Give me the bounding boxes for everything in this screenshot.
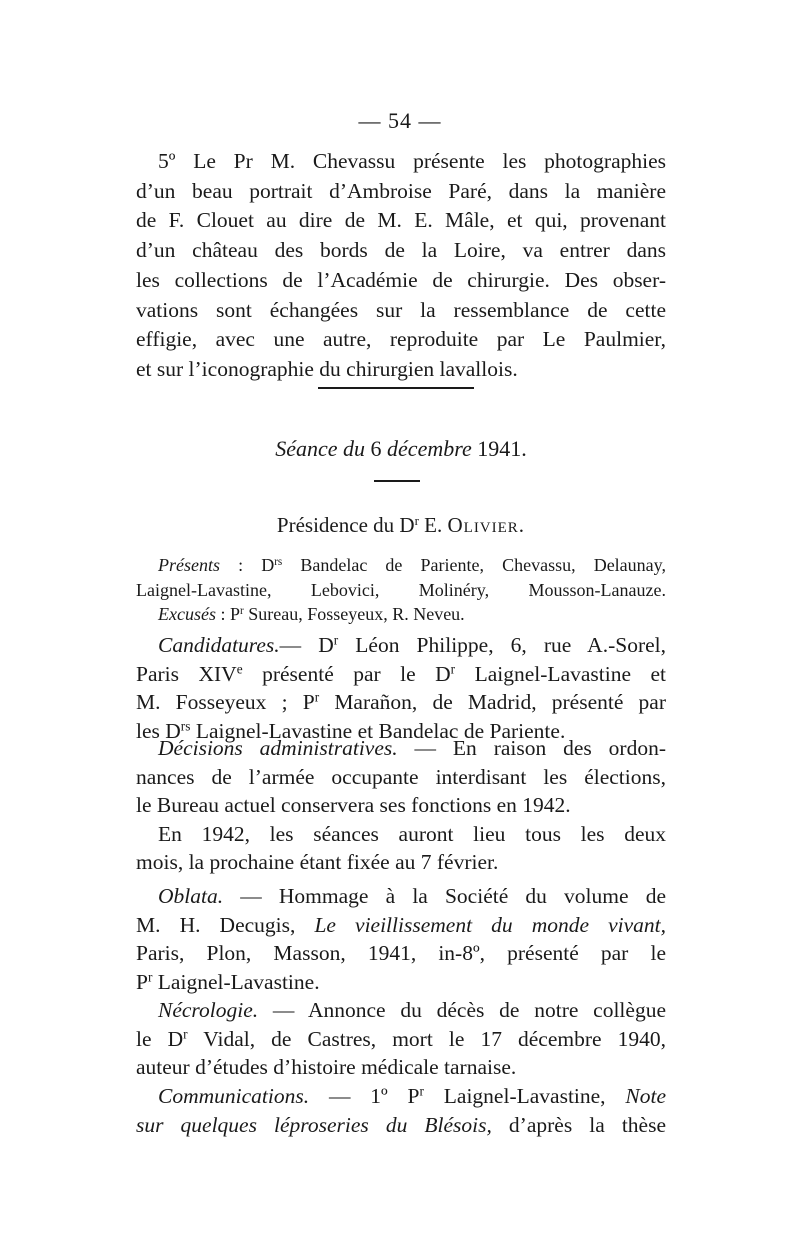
text: présenté par le D [242,661,451,686]
text-line [136,968,666,997]
text-line: auteur d’études d’histoire médicale tarnaise. [136,1055,517,1079]
text: Laignel-Lavastine et [455,661,667,686]
text-line: les collections de l’Académie de chirurgie. Des obser- [136,267,666,292]
text-line: Paris, Plon, Masson, 1941, in-8º, présenté par le [136,941,666,965]
superscript: r [450,661,456,677]
superscript: r [414,512,419,528]
title-fragment: Note [625,1084,667,1108]
text-line [136,631,666,660]
text: le D [136,1026,184,1051]
seance-month: décembre [387,436,472,461]
superscript: r [240,604,244,617]
seance-title [136,436,666,462]
text: M. Fosseyeux ; P [136,690,315,714]
text: — Annonce du décès de notre collègue [258,998,666,1022]
text-line: le Bureau actuel conservera ses fonctions en 1942. [136,793,571,817]
text: Marañon, de Madrid, présenté par [319,690,667,714]
text: — 1º P [309,1084,420,1108]
text-line [136,734,666,763]
text: — D [279,633,334,657]
title-fragment: sur quelques léproseries du Blésois, [136,1112,492,1137]
oblata-label: Oblata. [158,884,224,908]
candidatures-paragraph [136,631,666,745]
seance-day: 6 [370,436,382,461]
text: les D [136,718,181,743]
short-divider [374,480,420,482]
superscript: r [419,1083,424,1099]
superscript: r [333,632,339,648]
superscript: r [314,689,320,705]
text: : D [220,555,275,575]
excuses-label: Excusés [158,604,216,624]
section-divider [318,387,474,389]
decisions-label: Décisions administratives. [158,736,398,760]
text-line [136,1025,666,1054]
text-line [136,911,666,940]
superscript: r [183,1026,188,1042]
superscript: r [147,969,153,985]
necrologie-label: Nécrologie. [158,998,259,1022]
necrologie-paragraph [136,996,666,1082]
communications-label: Communications. [158,1084,310,1108]
text: Laignel-Lavastine, [423,1084,626,1108]
paragraph-chevassu [136,147,666,385]
text-line: mois, la prochaine étant fixée au 7 février. [136,850,499,874]
seance-year: 1941. [477,436,527,461]
text: : P [215,604,240,624]
text-line: vations sont échangées sur la ressemblance de cette [136,297,666,322]
text: Laignel-Lavastine et Bandelac de Pariente. [190,718,566,743]
presents-line [136,553,666,578]
presidence-line [136,513,666,538]
candidatures-label: Candidatures. [158,633,280,657]
text-line [136,660,666,689]
book-title: Le vieillissement du monde vivant, [314,912,666,937]
text: Vidal, de Castres, mort le 17 décembre 1940, [187,1026,666,1051]
text: Laignel-Lavastine. [152,969,320,994]
text-line [136,1111,666,1140]
text-line: d’un beau portrait d’Ambroise Paré, dans la manière [136,178,666,203]
decisions-paragraph [136,734,666,877]
excuses-line [136,602,666,627]
text: Sureau, Fosseyeux, R. Neveu. [243,604,465,624]
text: — Hommage à la Société du volume de [223,884,666,908]
text: Bandelac de Pariente, Chevassu, Delaunay, [282,555,666,575]
text-line: d’un château des bords de la Loire, va entrer dans [136,238,666,263]
text-line [136,996,666,1025]
oblata-paragraph [136,882,666,996]
text-line [136,688,666,717]
text-line: de F. Clouet au dire de M. E. Mâle, et qui, provenant [136,208,666,233]
presidence-prefix: Présidence du D [276,513,415,537]
communications-paragraph [136,1082,666,1139]
president-name: Olivier. [447,513,526,537]
text-line: 5º Le Pr M. Chevassu présente les photographies [158,149,666,173]
text: — En raison des ordon- [397,736,666,760]
text: M. H. Decugis, [136,912,315,937]
text: Paris XIV [136,661,237,686]
page-number: — 54 — [358,108,442,133]
text: d’après la thèse [491,1112,666,1137]
text-line: nances de l’armée occupante interdisant les élections, [136,764,666,789]
superscript: rs [274,555,283,568]
seance-title-part: Séance du [275,436,366,461]
presents-line-2: Laignel-Lavastine, Lebovici, Molinéry, Mousson-Lanauze. [136,579,666,600]
superscript: rs [180,718,191,734]
president-initial: E. [424,513,443,537]
superscript: e [236,661,243,677]
text: Léon Philippe, 6, rue A.-Sorel, [338,633,667,657]
presents-label: Présents [158,555,220,575]
text-line: effigie, avec une autre, reproduite par Le Paulmier, [136,327,666,352]
text-line [136,882,666,911]
attendance-block [136,553,666,627]
text-line: et sur l’iconographie du chirurgien lavallois. [136,356,518,381]
text-line [136,1082,666,1111]
text-line: En 1942, les séances auront lieu tous les deux [158,821,666,846]
text: P [136,969,148,994]
